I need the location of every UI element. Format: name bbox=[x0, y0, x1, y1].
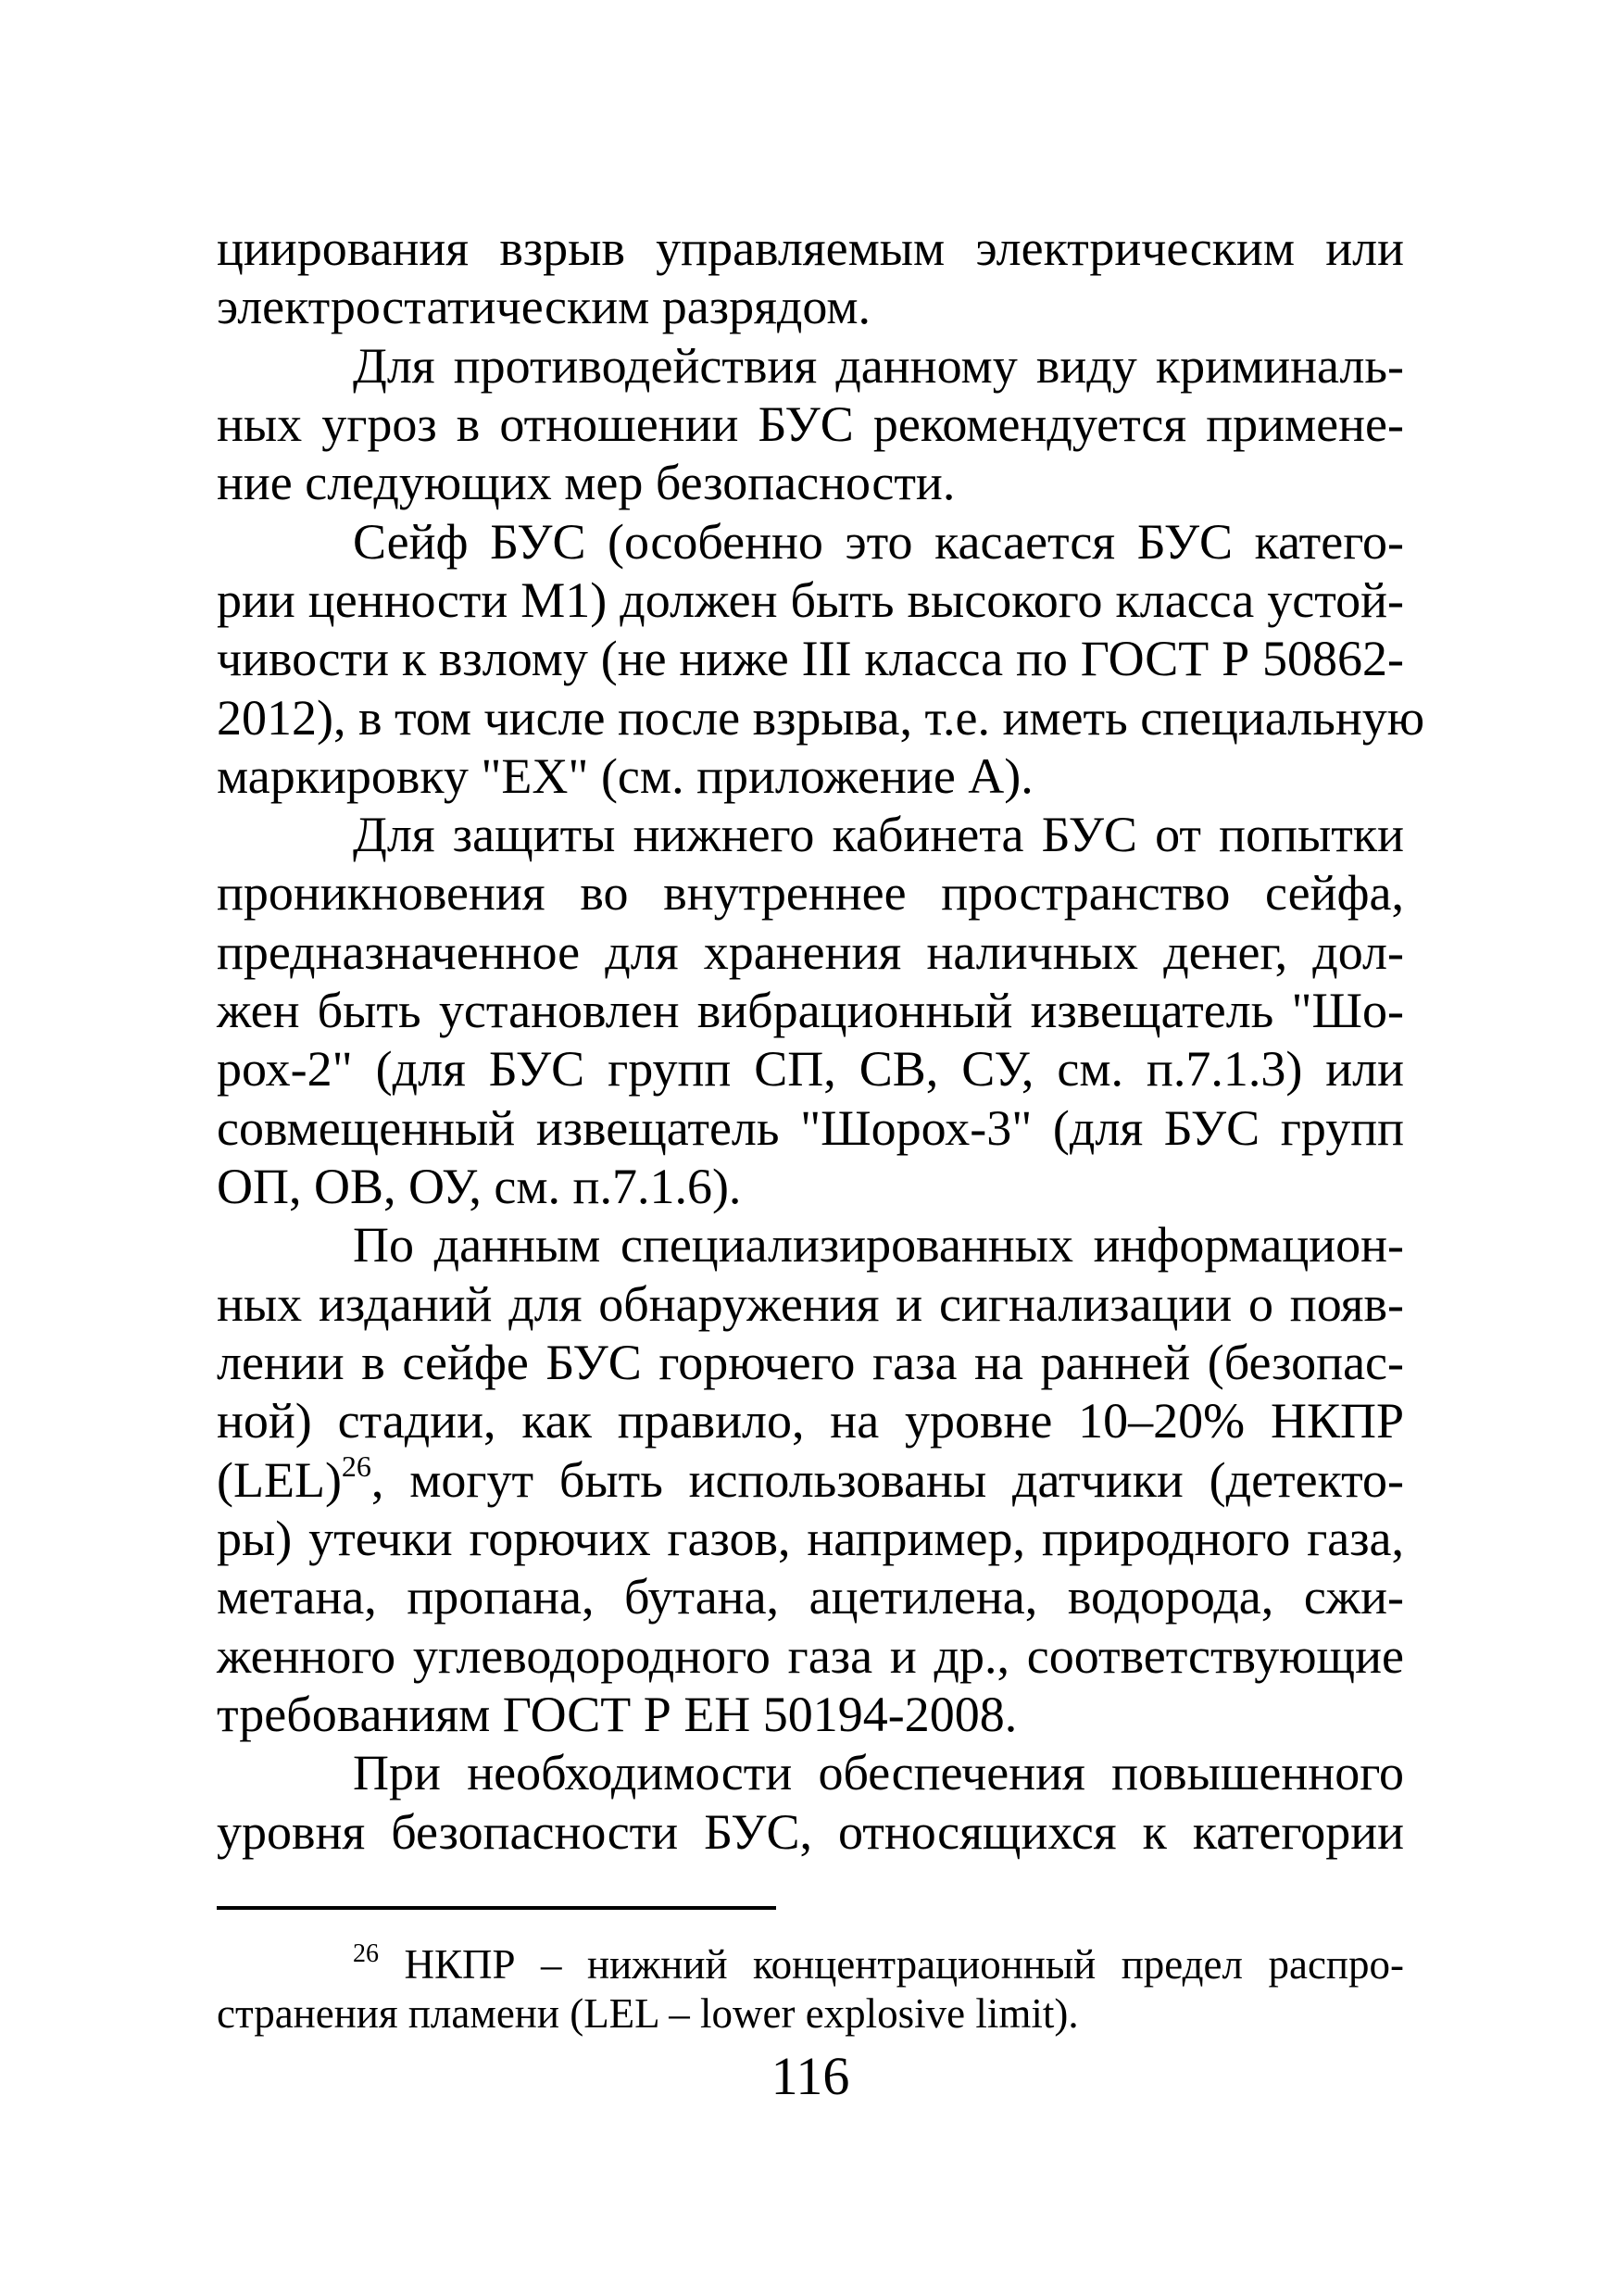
text-segment: , могут быть использованы датчики (детекто- bbox=[370, 1452, 1404, 1508]
body-text-line: ных изданий для обнаружения и сигнализации о появ- bbox=[217, 1276, 1404, 1332]
text-segment: (LEL) bbox=[217, 1452, 342, 1508]
body-text-line: Для противодействия данному виду криминаль- bbox=[353, 338, 1404, 394]
body-text-line: ОП, ОВ, ОУ, см. п.7.1.6). bbox=[217, 1159, 742, 1214]
footnote bbox=[353, 1940, 1404, 1989]
body-text-line: женного углеводородного газа и др., соответствующие bbox=[217, 1628, 1404, 1684]
page-number: 116 bbox=[771, 2046, 850, 2106]
footnote-reference[interactable]: 26 bbox=[341, 1449, 371, 1483]
body-text-line: электростатическим разрядом. bbox=[217, 279, 871, 334]
body-text-line: рии ценности М1) должен быть высокого класса устой- bbox=[217, 572, 1404, 628]
body-text-line: метана, пропана, бутана, ацетилена, водорода, сжи- bbox=[217, 1569, 1404, 1625]
footnote-text-continued: странения пламени (LEL – lower explosive limit). bbox=[217, 1990, 1079, 2037]
body-text-line: проникновения во внутреннее пространство сейфа, bbox=[217, 865, 1404, 921]
body-text-line: Для защиты нижнего кабинета БУС от попытки bbox=[353, 807, 1404, 862]
body-text-line: уровня безопасности БУС, относящихся к категории bbox=[217, 1804, 1404, 1860]
body-text-line: ры) утечки горючих газов, например, природного газа, bbox=[217, 1511, 1404, 1566]
body-text-line: предназначенное для хранения наличных денег, дол- bbox=[217, 924, 1404, 980]
body-text-line: рох-2" (для БУС групп СП, СВ, СУ, см. п.7.1.3) или bbox=[217, 1041, 1404, 1097]
body-text-line: ние следующих мер безопасности. bbox=[217, 455, 956, 510]
footnote-separator bbox=[217, 1906, 776, 1910]
body-text-line: маркировку "EX" (см. приложение А). bbox=[217, 748, 1034, 804]
body-text-line: чивости к взлому (не ниже III класса по ГОСТ Р 50862- bbox=[217, 631, 1404, 686]
body-text-line: ной) стадии, как правило, на уровне 10–20% НКПР bbox=[217, 1393, 1404, 1449]
body-text-line: требованиям ГОСТ Р ЕН 50194-2008. bbox=[217, 1687, 1018, 1742]
body-text-line: При необходимости обеспечения повышенного bbox=[353, 1745, 1404, 1800]
body-text-line: Сейф БУС (особенно это касается БУС катего- bbox=[353, 514, 1404, 570]
body-text-line: лении в сейфе БУС горючего газа на ранней (безопас- bbox=[217, 1335, 1404, 1390]
body-text-line: циирования взрыв управляемым электрическим или bbox=[217, 220, 1404, 276]
footnote-text: НКПР – нижний концентрационный предел распро- bbox=[379, 1941, 1404, 1988]
body-text-line: жен быть установлен вибрационный извещатель "Шо- bbox=[217, 983, 1404, 1038]
body-text-line: ных угроз в отношении БУС рекомендуется примене- bbox=[217, 396, 1404, 452]
footnote-number: 26 bbox=[353, 1939, 379, 1968]
body-text-line: совмещенный извещатель "Шорох-3" (для БУС групп bbox=[217, 1100, 1404, 1156]
body-text-line-with-footnote-ref bbox=[217, 1449, 1404, 1508]
body-text-line: По данным специализированных информацион- bbox=[353, 1217, 1404, 1273]
body-text-line: 2012), в том числе после взрыва, т.е. иметь специальную bbox=[217, 690, 1425, 746]
